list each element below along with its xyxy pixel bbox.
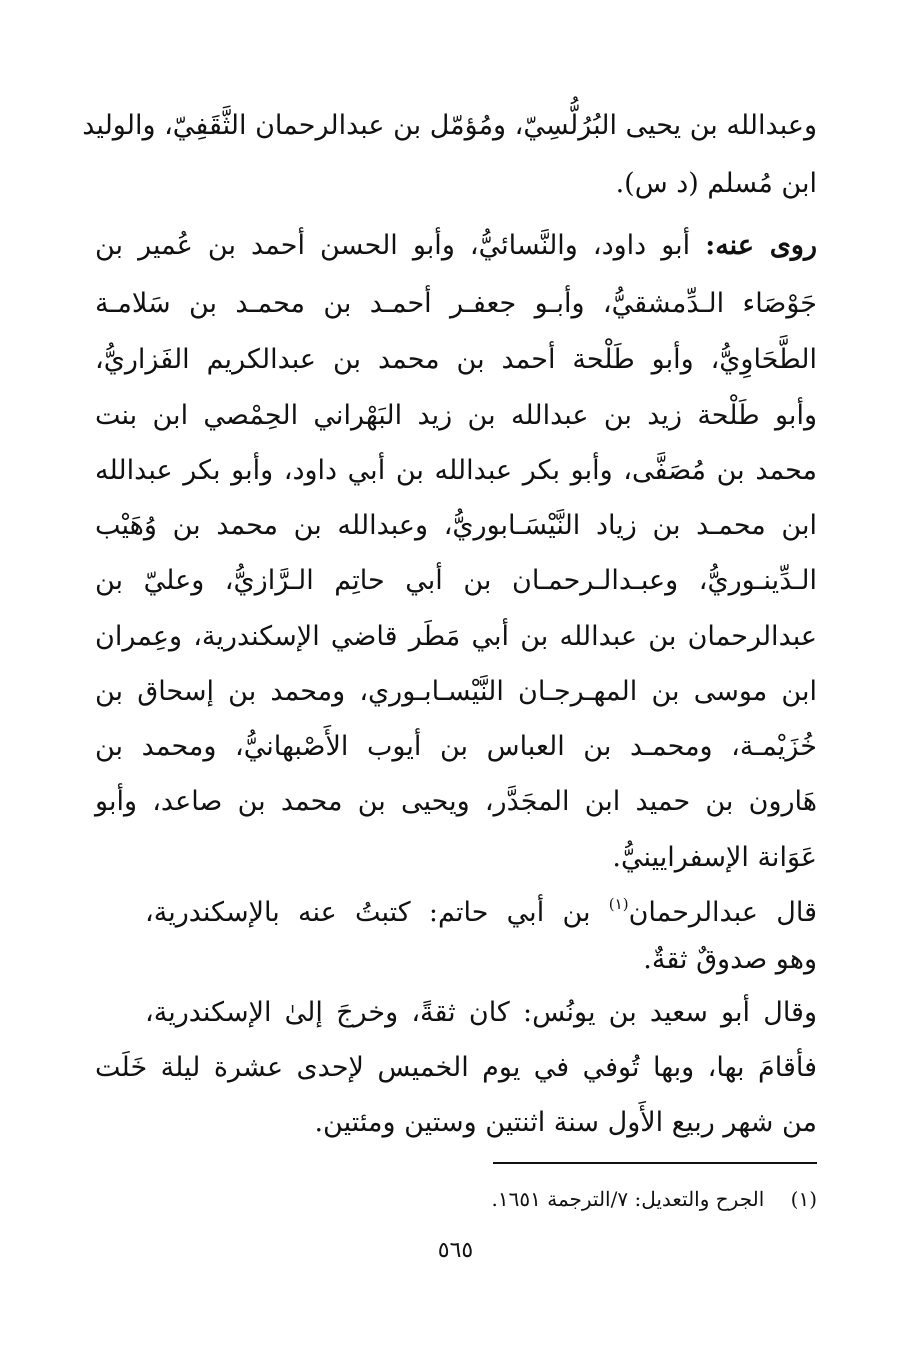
text-line: الطَّحَاوِيُّ، وأبو طَلْحة أحمد بن محمد بن عبدالكريم الفَزاريُّ، <box>95 344 817 375</box>
text-line: جَوْصَاء الـدِّمشقيُّ، وأبـو جعفـر أحمـد بن محمـد بن سَلامـة <box>95 288 817 319</box>
text-line: خُزَيْمـة، ومحمـد بن العباس بن أيوب الأَصْبهانيُّ، ومحمد بن <box>95 731 817 762</box>
footnote-number: (١) <box>790 1187 817 1211</box>
page-number: ٥٦٥ <box>437 1238 474 1263</box>
narrators-label: روى عنه: <box>705 230 817 261</box>
text-line: فأقامَ بها، وبها تُوفي في يوم الخميس لإحدى عشرة ليلة خَلَت <box>95 1052 817 1083</box>
text-line: محمد بن مُصَفَّى، وأبو بكر عبدالله بن أبي داود، وأبو بكر عبدالله <box>95 455 817 486</box>
text-line: ابن مُسلم (د س). <box>615 168 817 199</box>
text-line: عَوَانة الإسفرايينيُّ. <box>612 842 817 873</box>
footnote-reference[interactable]: (١) <box>608 895 629 913</box>
footnote-text: الجرح والتعديل: ٧/الترجمة ١٦٥١. <box>491 1187 765 1211</box>
text-line: وقال أبو سعيد بن يونُس: كان ثقةً، وخرجَ إلىٰ الإسكندرية، <box>145 997 817 1028</box>
text-line: ابن محمـد بن زياد النَّيْسَـابوريُّ، وعبدالله بن محمد بن وُهَيْب <box>95 510 817 541</box>
text-span: أبو داود، والنَّسائيُّ، وأبو الحسن أحمد بن عُمير بن <box>95 230 691 261</box>
text-line: وأبو طَلْحة زيد بن عبدالله بن زيد البَهْراني الحِمْصي ابن بنت <box>95 400 817 431</box>
footnote-separator <box>493 1162 817 1164</box>
footnote <box>492 1184 817 1214</box>
text-line <box>145 884 817 933</box>
text-span: قال عبدالرحمان <box>628 897 817 928</box>
text-line: ابن موسى بن المهـرجـان النَّيْسـابـوري، ومحمد بن إسحاق بن <box>95 676 817 707</box>
text-line: عبدالرحمان بن عبدالله بن أبي مَطَر قاضي الإسكندرية، وعِمران <box>95 621 817 652</box>
text-line: من شهر ربيع الأَول سنة اثنتين وستين ومئتين. <box>314 1107 817 1138</box>
text-span: بن أبي حاتم: كتبتُ عنه بالإسكندرية، <box>145 897 609 928</box>
text-line: وعبدالله بن يحيى البُرُلُّسِيّ، ومُؤمّل بن عبدالرحمان الثَّقَفِيّ، والوليد <box>82 110 817 141</box>
text-line: هَارون بن حميد ابن المجَدَّر، ويحيى بن محمد بن صاعد، وأبو <box>95 786 817 817</box>
text-line <box>95 226 817 266</box>
text-line: الـدِّينـوريُّ، وعبـدالـرحمـان بن أبي حاتِم الـرَّازيُّ، وعليّ بن <box>95 565 817 596</box>
text-line: وهو صدوقٌ ثقةٌ. <box>643 944 817 975</box>
